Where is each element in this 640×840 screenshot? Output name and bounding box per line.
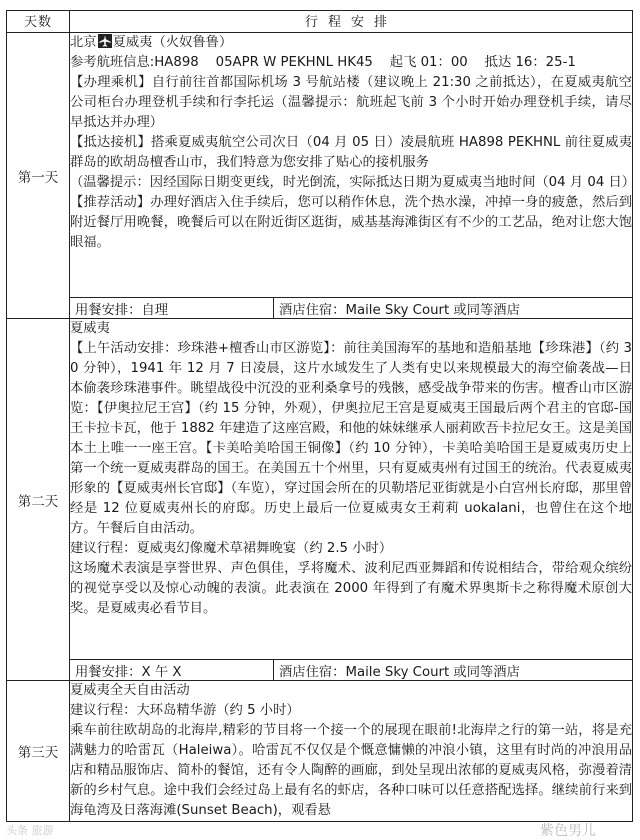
header-row [7,11,633,33]
itinerary-table [6,10,636,822]
suggested-evening: 建议行程：夏威夷幻像魔术草裙舞晚宴（约 2.5 小时） [70,541,393,556]
day2-meal: 用餐安排：X 午 X [70,660,274,681]
arrival-paragraph: 【抵达接机】搭乘夏威夷航空公司次日（04 月 05 日）凌晨航班 HA898 PEKHNL 前往夏威夷群岛的欧胡岛檀香山市，我们特意为您安排了贴心的接机服务 [70,135,633,170]
day1-label: 第一天 [7,33,70,319]
day2-content [70,319,633,660]
magic-show-desc: 这场魔术表演是享誉世界、声色俱佳，孚将魔术、波利尼西亚舞蹈和传说相结合，带给观众缤纷的视觉享受以及惊心动魄的表演。此表演在 2000 年得到了有魔术界奥斯卡之称得魔术原创大奖。是夏威夷必看节目。 [70,561,633,616]
day2-hotel: 酒店住宿：Maile Sky Court 或同等酒店 [274,660,633,681]
day3-title: 夏威夷全天自由活动 [70,683,190,698]
watermark-left: 头条 旅游 [6,824,54,837]
route-destination: 夏威夷（火奴鲁鲁） [112,35,233,50]
header-day: 天数 [7,11,70,33]
header-plan: 行程安排 [70,11,633,33]
dateline-note: （温馨提示：因经国际日期变更线，时光倒流，实际抵达日期为夏威夷当地时间（04 月 04 日） [70,175,636,190]
day1-row [7,33,633,298]
day1-hotel: 酒店住宿：Maile Sky Court 或同等酒店 [274,298,633,319]
day2-row [7,319,633,660]
airplane-icon [98,34,112,48]
watermark-right: 紫色男儿 [540,823,596,839]
morning-activities: 【上午活动安排：珍珠港+檀香山市区游览】：前往美国海军的基地和造船基地【珍珠港】（约 30 分钟），1941 年 12 月 7 日凌晨，这片水域发生了人类有史以来规模最大的海空偷袭战—日本偷袭珍珠港事件。眺望战役中沉没的亚利桑拿号的残骸，感受战争带来的伤害。檀香山市区游览：【伊奥拉尼王宫】（约 15 分钟，外观），伊奥拉尼王宫是夏威夷王国最后两个君主的官邸-国王卡拉卡瓦，他于 1882 年建造了这座宫殿，和他的妹妹继承人丽莉欧吾卡拉尼女王。这是美国本土上唯一一座王宫。【卡美哈美哈国王铜像】（约 10 分钟），卡美哈美哈国王是夏威夷历史上第一个统一夏威夷群岛的国王。在美国五十个州里，只有夏威夷州有过国王的统治。代表夏威夷形象的【夏威夷州长官邸】（车览），穿过国会所在的贝勒塔尼亚街就是小白宫州长府邸，那里曾经是 12 位夏威夷州长的府邸。历史上最后一位夏威夷女王莉莉 uokalani，也曾住在这个地方。午餐后自由活动。 [70,341,633,536]
day1-route [70,33,632,53]
day2-label: 第二天 [7,319,70,681]
day1-footer [7,298,633,319]
recommend-paragraph: 【推荐活动】办理好酒店入住手续后，您可以稍作休息，洗个热水澡，冲掉一身的疲惫，然后到附近餐厅用晚餐，晚餐后可以在附近街区逛街，威基基海滩街区有不少的工艺品，绝对让您大饱眼福。 [70,195,633,250]
day2-location: 夏威夷 [70,321,110,336]
day2-footer [7,660,633,681]
day3-content [70,681,633,822]
day1-content [70,33,636,298]
day3-suggest: 建议行程：大环岛精华游（约 5 小时） [70,703,300,718]
day3-north-shore: 乘车前往欧胡岛的北海岸,精彩的节目将一个接一个的展现在眼前!北海岸之行的第一站，将是充满魅力的哈雷瓦（Haleiwa）。哈雷瓦不仅仅是个慨意慵懒的冲浪小镇，这里有时尚的冲浪用品店和精品服饰店、简朴的餐馆，还有令人陶醉的画廊，到处呈现出浓郁的夏威夷风格，弥漫着清新的乡村气息。途中我们会经过岛上最有名的虾店，各种口味可以任意搭配选择。继续前行来到海龟湾及日落海滩(Sunset Beach)，观看悬 [70,723,633,818]
flight-info: 参考航班信息:HA898 05APR W PEKHNL HK45 起飞 01：00 抵达 16：25-1 [70,55,576,70]
checkin-paragraph: 【办理乘机】自行前往首都国际机场 3 号航站楼（建议晚上 21:30 之前抵达），在夏威夷航空公司柜台办理登机手续和行李托运（温馨提示：航班起飞前 3 个小时开始办理登机手续，请尽早抵达并办理） [70,75,633,130]
route-origin: 北京 [70,35,97,50]
day1-meal: 用餐安排：自理 [70,298,274,319]
day3-row [7,681,633,822]
day3-label: 第三天 [7,681,70,822]
